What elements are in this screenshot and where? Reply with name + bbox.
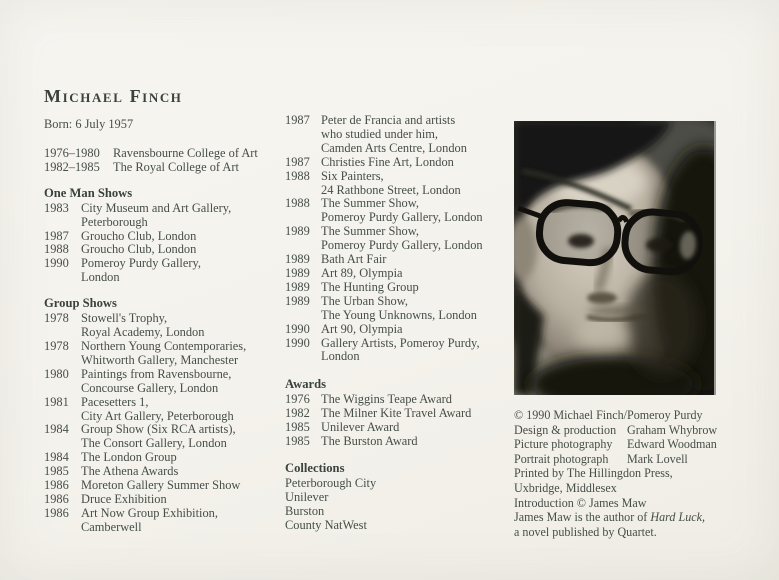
- entry-lines: [321, 170, 507, 198]
- credit-pairs: [514, 423, 732, 467]
- collections-heading: Collections: [285, 460, 345, 475]
- entry-year: 1987: [44, 228, 69, 243]
- collection-item: County NatWest: [285, 517, 367, 532]
- exhibition-entry: [44, 312, 280, 340]
- collections-list: [285, 477, 507, 533]
- entry-lines: [321, 407, 507, 421]
- entry-lines: [321, 267, 507, 281]
- entry-year: 1976: [285, 392, 310, 407]
- entry-lines: [81, 340, 280, 368]
- group-shows-heading: Group Shows: [44, 296, 117, 311]
- entry-line: Art Now Group Exhibition,: [81, 505, 218, 520]
- entry-year: 1987: [285, 154, 310, 169]
- entry-line: Group Show (Six RCA artists),: [81, 422, 236, 437]
- entry-line: London: [81, 270, 120, 285]
- exhibition-entry: [285, 407, 507, 421]
- entry-line: Pacesetters 1,: [81, 394, 149, 409]
- entry-lines: [321, 156, 507, 170]
- exhibition-entry: [285, 267, 507, 281]
- credits-block: [514, 408, 732, 539]
- entry-lines: [321, 435, 507, 449]
- entry-line: Whitworth Gallery, Manchester: [81, 352, 239, 367]
- exhibition-entry: [285, 295, 507, 323]
- exhibition-entry: [44, 147, 280, 161]
- entry-year: 1983: [44, 200, 69, 215]
- entry-line: The London Group: [81, 450, 177, 465]
- education-list: [44, 147, 280, 175]
- entry-year: 1987: [285, 113, 310, 127]
- exhibition-entry: [44, 493, 280, 507]
- page-title: Michael Finch: [44, 86, 183, 106]
- entry-lines: [321, 421, 507, 435]
- entry-year: 1985: [44, 464, 69, 479]
- entry-line: The Young Unknowns, London: [321, 307, 477, 322]
- collection-item: Unilever: [285, 489, 329, 504]
- entry-line: Concourse Gallery, London: [81, 380, 219, 395]
- exhibition-entry: [44, 340, 280, 368]
- exhibition-entry: [44, 243, 280, 257]
- entry-line: Unilever Award: [321, 420, 400, 435]
- exhibition-entry: [44, 257, 280, 285]
- entry-year: 1978: [44, 338, 69, 353]
- collection-item: Peterborough City: [285, 475, 377, 490]
- entry-line: The Milner Kite Travel Award: [321, 406, 472, 421]
- entry-line: The Athena Awards: [81, 464, 179, 479]
- credit-name: Mark Lovell: [627, 451, 688, 466]
- entry-line: City Art Gallery, Peterborough: [81, 408, 234, 423]
- entry-lines: [113, 161, 280, 175]
- exhibition-entry: [44, 507, 280, 535]
- entry-year: 1985: [285, 420, 310, 435]
- entry-lines: [81, 396, 280, 424]
- entry-line: Camberwell: [81, 519, 142, 534]
- entry-year: 1978: [44, 311, 69, 326]
- exhibition-entry: [285, 393, 507, 407]
- entry-line: Art 90, Olympia: [321, 321, 403, 336]
- entry-lines: [81, 243, 280, 257]
- entry-line: The Wiggins Teape Award: [321, 392, 452, 407]
- entry-line: Gallery Artists, Pomeroy Purdy,: [321, 335, 480, 350]
- entry-lines: [321, 114, 507, 156]
- entry-year: 1982: [285, 406, 310, 421]
- entry-line: Pomeroy Purdy Gallery,: [81, 256, 201, 271]
- exhibition-entry: [285, 253, 507, 267]
- entry-year: 1989: [285, 252, 310, 267]
- one-man-shows-list: [44, 202, 280, 285]
- credit-pair: [514, 437, 732, 452]
- entry-line: Pomeroy Purdy Gallery, London: [321, 238, 483, 253]
- entry-year: 1981: [44, 394, 69, 409]
- entry-year: 1982–1985: [44, 159, 100, 174]
- left-column: [44, 86, 280, 535]
- exhibition-entry: [44, 396, 280, 424]
- entry-lines: [81, 507, 280, 535]
- entry-line: The Burston Award: [321, 434, 418, 449]
- credit-line: Printed by The Hillingdon Press,: [514, 466, 673, 481]
- entry-year: 1989: [285, 265, 310, 280]
- entry-lines: [81, 257, 280, 285]
- entry-year: 1989: [285, 279, 310, 294]
- credit-role: Picture photography: [514, 437, 613, 452]
- exhibition-entry: [285, 156, 507, 170]
- author-note: [514, 510, 732, 525]
- credit-line: Uxbridge, Middlesex: [514, 480, 617, 495]
- entry-year: 1990: [285, 321, 310, 336]
- portrait-photo: [514, 121, 716, 395]
- credit-role: Design & production: [514, 422, 617, 437]
- entry-year: 1989: [285, 293, 310, 308]
- credit-name: Edward Woodman: [627, 437, 717, 452]
- exhibition-entry: [44, 368, 280, 396]
- credit-line: Introduction © James Maw: [514, 495, 647, 510]
- entry-lines: [81, 451, 280, 465]
- entry-line: who studied under him,: [321, 126, 439, 141]
- exhibition-entry: [285, 435, 507, 449]
- entry-lines: [321, 253, 507, 267]
- entry-lines: [321, 281, 507, 295]
- entry-line: Bath Art Fair: [321, 252, 387, 267]
- entry-line: Peterborough: [81, 214, 148, 229]
- entry-line: Groucho Club, London: [81, 242, 197, 257]
- exhibition-entry: [44, 479, 280, 493]
- credit-name: Graham Whybrow: [627, 422, 718, 437]
- entry-lines: [81, 493, 280, 507]
- entry-line: The Summer Show,: [321, 196, 419, 211]
- entry-lines: [321, 197, 507, 225]
- credit-pair: [514, 452, 732, 467]
- entry-lines: [81, 479, 280, 493]
- entry-line: Paintings from Ravensbourne,: [81, 366, 232, 381]
- born-line: Born: 6 July 1957: [44, 117, 134, 131]
- entry-line: The Hunting Group: [321, 279, 419, 294]
- credit-pair: [514, 423, 732, 438]
- awards-list: [285, 393, 507, 449]
- entry-line: Camden Arts Centre, London: [321, 140, 467, 155]
- entry-year: 1990: [44, 256, 69, 271]
- exhibition-entry: [44, 451, 280, 465]
- exhibition-entry: [44, 465, 280, 479]
- entry-lines: [81, 465, 280, 479]
- credit-lines: [514, 466, 732, 510]
- entry-lines: [81, 423, 280, 451]
- entry-line: Peter de Francia and artists: [321, 113, 456, 127]
- exhibition-entry: [285, 421, 507, 435]
- exhibition-entry: [285, 281, 507, 295]
- entry-line: Druce Exhibition: [81, 491, 167, 506]
- entry-lines: [81, 312, 280, 340]
- awards-heading: Awards: [285, 377, 327, 392]
- entry-line: The Royal College of Art: [113, 159, 239, 174]
- entry-line: Pomeroy Purdy Gallery, London: [321, 210, 483, 225]
- exhibition-entry: [44, 423, 280, 451]
- group-shows-list: [44, 312, 280, 535]
- exhibition-entry: [44, 161, 280, 175]
- entry-line: Groucho Club, London: [81, 228, 197, 243]
- entry-line: Christies Fine Art, London: [321, 154, 454, 169]
- entry-year: 1988: [285, 196, 310, 211]
- entry-year: 1990: [285, 335, 310, 350]
- author-note-line2: a novel published by Quartet.: [514, 524, 657, 539]
- entry-line: Art 89, Olympia: [321, 265, 403, 280]
- exhibition-entry: [285, 337, 507, 365]
- entry-year: 1989: [285, 224, 310, 239]
- exhibition-entry: [285, 197, 507, 225]
- entry-line: Moreton Gallery Summer Show: [81, 478, 241, 493]
- entry-lines: [81, 368, 280, 396]
- exhibition-entry: [285, 323, 507, 337]
- entry-year: 1984: [44, 422, 69, 437]
- entry-line: Royal Academy, London: [81, 325, 205, 340]
- entry-year: 1988: [44, 242, 69, 257]
- entry-line: The Summer Show,: [321, 224, 419, 239]
- entry-year: 1985: [285, 434, 310, 449]
- entry-line: Six Painters,: [321, 168, 384, 183]
- one-man-shows-heading: One Man Shows: [44, 185, 133, 200]
- right-column: [514, 121, 732, 539]
- entry-line: The Urban Show,: [321, 293, 408, 308]
- entry-year: 1988: [285, 168, 310, 183]
- entry-line: Stowell's Trophy,: [81, 311, 168, 326]
- portrait-photo-artwork: [514, 121, 714, 395]
- copyright-line: © 1990 Michael Finch/Pomeroy Purdy: [514, 408, 703, 422]
- entry-year: 1980: [44, 366, 69, 381]
- credit-role: Portrait photograph: [514, 451, 609, 466]
- exhibition-entry: [44, 202, 280, 230]
- entry-lines: [321, 323, 507, 337]
- author-note-book-title: Hard Luck,: [650, 510, 706, 525]
- entry-line: Northern Young Contemporaries,: [81, 338, 247, 353]
- group-shows-continued-list: [285, 114, 507, 364]
- middle-column: [285, 114, 507, 533]
- entry-year: 1976–1980: [44, 145, 100, 160]
- entry-line: City Museum and Art Gallery,: [81, 200, 232, 215]
- entry-year: 1986: [44, 505, 69, 520]
- entry-line: The Consort Gallery, London: [81, 436, 227, 451]
- author-note-prefix: James Maw is the author of: [514, 510, 651, 525]
- entry-lines: [321, 393, 507, 407]
- collection-item: Burston: [285, 503, 325, 518]
- exhibition-entry: [285, 170, 507, 198]
- entry-lines: [81, 230, 280, 244]
- entry-lines: [81, 202, 280, 230]
- exhibition-entry: [285, 225, 507, 253]
- entry-line: London: [321, 349, 360, 364]
- entry-lines: [321, 225, 507, 253]
- exhibition-entry: [285, 114, 507, 156]
- entry-lines: [321, 337, 507, 365]
- entry-line: 24 Rathbone Street, London: [321, 182, 461, 197]
- entry-year: 1986: [44, 491, 69, 506]
- entry-year: 1986: [44, 478, 69, 493]
- entry-lines: [113, 147, 280, 161]
- entry-lines: [321, 295, 507, 323]
- exhibition-entry: [44, 230, 280, 244]
- entry-year: 1984: [44, 450, 69, 465]
- entry-line: Ravensbourne College of Art: [113, 145, 258, 160]
